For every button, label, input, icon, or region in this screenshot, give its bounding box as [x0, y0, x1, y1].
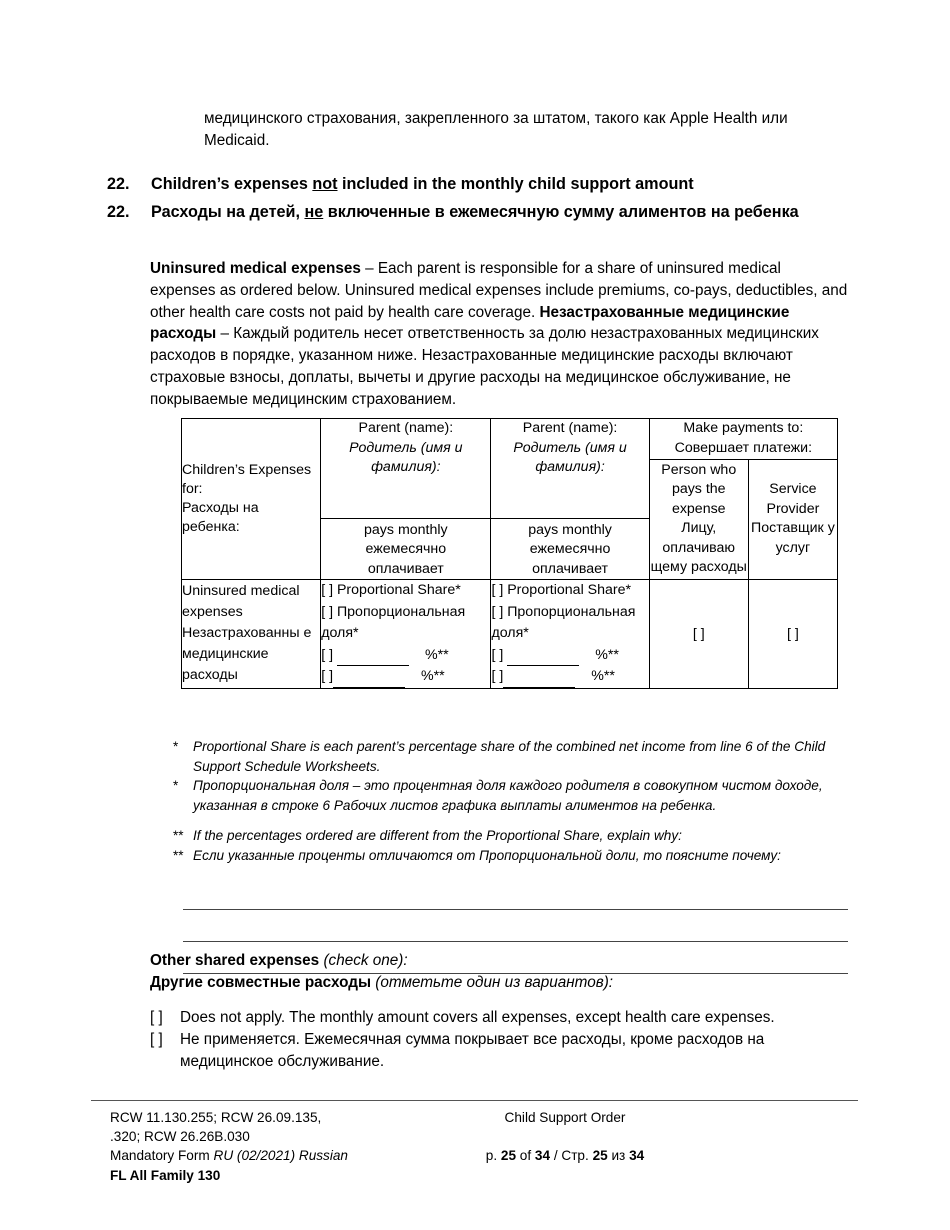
intro-en-bold-label: Uninsured medical expenses — [150, 260, 361, 277]
row-expense-name-en: Uninsured medical expenses — [182, 583, 300, 621]
intro-ru-text: – Каждый родитель несет ответственность за долю незастрахованных медицинских расходов в порядке, указанном ниже. Незастрахованные медицинские расходы включают страховые взносы, доплаты, вычеты и другие расходы на медицинское обслуживание, не покрываемые медицинским страхованием. — [150, 325, 819, 408]
row-person-pays-checkbox[interactable]: [ ] — [649, 580, 748, 689]
footer-rcw-line2: .320; RCW 26.26B.030 — [110, 1129, 250, 1145]
footer-page-en-num: 25 — [500, 1148, 517, 1164]
parent1-percent-input-ru[interactable] — [333, 674, 405, 688]
uninsured-medical-intro — [150, 258, 850, 411]
other-option-en-label: Does not apply. The monthly amount covers all expenses, except health care expenses. — [180, 1009, 775, 1026]
header-service-provider-en: Service Provider — [766, 481, 820, 517]
other-options-list — [150, 1007, 860, 1073]
other-option-ru-checkbox[interactable]: [ ] — [150, 1031, 163, 1048]
parent2-proportional-share-checkbox-ru[interactable]: [ ] Пропорциональная доля* — [491, 603, 636, 641]
header-parent1-pays-ru1: ежемесячно — [365, 541, 447, 557]
footnote-star-en — [173, 737, 863, 776]
footnote-dstar-text-ru: Если указанные проценты отличаются от Пропорциональной доли, то поясните почему: — [193, 847, 781, 863]
footnote-star-ru — [173, 776, 863, 815]
footnote-star-mark-ru: * — [173, 778, 179, 793]
header-person-who-pays — [649, 459, 748, 579]
footer-left-column — [110, 1108, 410, 1185]
footer-page-ru-of: из — [607, 1148, 630, 1164]
footer-page-numbers — [415, 1146, 715, 1165]
header-children-expenses-ru: Расходы на ребенка: — [182, 500, 259, 535]
table-header-row-top — [182, 419, 838, 460]
heading-en-part2: included in the monthly child support amount — [337, 175, 694, 193]
footer-page-en-total: 34 — [534, 1148, 551, 1164]
header-person-pays-ru: Лицу, оплачиваю щему расходы — [650, 520, 747, 576]
other-option-ru[interactable] — [150, 1029, 860, 1073]
header-parent1-pays-ru2: оплачивает — [367, 560, 444, 577]
other-shared-expenses-title-ru — [150, 972, 860, 994]
parent2-name-writein-line[interactable] — [491, 478, 648, 519]
row-expense-name — [182, 580, 321, 689]
footnote-dstar-mark-ru: ** — [173, 847, 184, 863]
parent2-percent-row-en[interactable] — [491, 645, 648, 667]
footer-page-en-prefix: p. — [485, 1148, 501, 1164]
section-number-ru: 22. — [107, 203, 130, 221]
footer-mandatory-form — [110, 1146, 410, 1165]
heading-en-underlined: not — [312, 175, 338, 193]
header-parent-1 — [321, 419, 491, 580]
header-service-provider-ru: Поставщик у услуг — [751, 520, 835, 556]
header-parent-2 — [491, 419, 649, 580]
parent1-proportional-share-checkbox-ru[interactable]: [ ] Пропорциональная доля* — [321, 603, 466, 641]
row-service-provider-checkbox[interactable]: [ ] — [748, 580, 837, 689]
footer-doc-title: Child Support Order — [504, 1110, 626, 1125]
header-make-payments-to — [649, 419, 837, 460]
footnote-star-text-en: Proportional Share is each parent’s percentage share of the combined net income from line 6 of the Child Support Schedule Worksheets. — [193, 739, 826, 774]
heading-en-part1: Children’s expenses — [151, 175, 313, 193]
other-title-en-ital: (check one): — [319, 952, 408, 969]
footer-form-code: FL All Family 130 — [110, 1167, 221, 1183]
header-parent2-pays-ru1: ежемесячно — [529, 541, 611, 557]
header-children-expenses — [182, 419, 321, 580]
header-make-payments-ru: Совершает платежи: — [674, 439, 813, 456]
header-parent1-en: Parent (name): — [358, 420, 454, 436]
parent2-proportional-share-checkbox-en[interactable]: [ ] Proportional Share* — [491, 582, 632, 598]
parent1-percent-checkbox-ru[interactable]: [ ] — [321, 668, 334, 684]
other-option-en-checkbox[interactable]: [ ] — [150, 1009, 163, 1026]
header-parent1-ru: Родитель (имя и фамилия): — [349, 439, 463, 475]
parent2-percent-checkbox-ru[interactable]: [ ] — [491, 668, 504, 684]
parent1-percent-checkbox-en[interactable]: [ ] — [321, 646, 334, 663]
header-person-pays-en: Person who pays the expense — [661, 461, 737, 517]
other-title-en-bold: Other shared expenses — [150, 952, 320, 969]
header-parent2-pays-ru2: оплачивает — [532, 560, 609, 577]
table-footnotes — [173, 737, 863, 865]
parent2-percent-input-en[interactable] — [507, 652, 579, 666]
row-parent2-options — [491, 580, 649, 689]
footer-page-ru-num: 25 — [592, 1148, 608, 1164]
parent1-percent-row-en[interactable] — [321, 645, 490, 667]
heading-ru-part2: включенные в ежемесячную сумму алиментов на ребенка — [323, 203, 799, 221]
footer-page-ru-prefix: Стр. — [561, 1148, 593, 1164]
other-title-ru-bold: Другие совместные расходы — [150, 974, 372, 991]
parent1-proportional-share-checkbox-en[interactable]: [ ] Proportional Share* — [321, 582, 461, 598]
parent2-percent-checkbox-en[interactable]: [ ] — [491, 646, 504, 663]
row-parent1-options — [321, 580, 491, 689]
heading-ru-underlined: не — [304, 203, 324, 221]
writein-line-1[interactable] — [183, 878, 848, 910]
writein-line-2[interactable] — [183, 910, 848, 942]
continued-paragraph: медицинского страхования, закрепленного за штатом, такого как Apple Health или Medicaid. — [204, 110, 788, 149]
heading-ru-part1: Расходы на детей, — [151, 203, 305, 221]
parent2-percent-suffix-ru: %** — [591, 668, 615, 684]
intro-ru-bold-label: Незастрахованные медицинские расходы — [150, 303, 790, 343]
table-row — [182, 580, 838, 689]
section-22-heading-en — [107, 172, 847, 196]
footer-right-column — [415, 1108, 715, 1166]
header-make-payments-en: Make payments to: — [683, 420, 804, 437]
footer-page-en-of: of — [516, 1148, 535, 1164]
parent1-name-writein-line[interactable] — [321, 478, 490, 519]
footer-page-ru-total: 34 — [629, 1148, 645, 1164]
intro-en-text: – Each parent is responsible for a share of uninsured medical expenses as ordered below. Uninsured medical expenses include premiums, co-pays, deductibles, and other health care costs not paid by health care coverage. — [150, 260, 848, 321]
section-heading-en-text — [151, 172, 847, 196]
footer-page-sep: / — [550, 1148, 562, 1164]
footnote-dstar-text-en: If the percentages ordered are different from the Proportional Share, explain why: — [193, 828, 682, 843]
footnote-star-text-ru: Пропорциональная доля – это процентная доля каждого родителя в совокупном чистом доходе, указанная в строке 6 Рабочих листов графика выплаты алиментов на ребенка. — [193, 778, 823, 813]
footnote-dstar-ru — [173, 846, 863, 866]
section-heading-ru-text — [151, 200, 847, 224]
footer-rcw-line1: RCW 11.130.255; RCW 26.09.135, — [110, 1110, 322, 1125]
other-option-en[interactable] — [150, 1007, 860, 1029]
footnote-spacer — [173, 815, 863, 826]
parent2-percent-input-ru[interactable] — [503, 674, 575, 688]
other-shared-expenses-title-en — [150, 950, 860, 972]
other-title-ru-ital: (отметьте один из вариантов): — [371, 974, 614, 991]
footer-mandatory-ital: RU (02/2021) Russian — [213, 1148, 348, 1164]
header-parent2-en: Parent (name): — [522, 420, 618, 436]
parent2-percent-suffix-en: %** — [595, 646, 619, 663]
footer-divider — [91, 1100, 858, 1101]
header-parent2-ru: Родитель (имя и фамилия): — [513, 439, 627, 475]
footer-mandatory-prefix: Mandatory Form — [110, 1148, 214, 1164]
parent2-percent-row-ru[interactable] — [491, 666, 648, 688]
row-expense-name-ru: Незастрахованны е медицинские расходы — [182, 625, 312, 684]
footnote-dstar-en — [173, 826, 863, 846]
section-22-heading-ru — [107, 200, 847, 224]
footnote-star-mark-en: * — [173, 739, 179, 754]
footnote-dstar-mark-en: ** — [173, 828, 184, 843]
parent1-percent-row-ru[interactable] — [321, 666, 490, 688]
other-option-ru-label: Не применяется. Ежемесячная сумма покрывает все расходы, кроме расходов на медицинское обслуживание. — [180, 1031, 765, 1070]
header-service-provider — [748, 459, 837, 579]
parent1-percent-input-en[interactable] — [337, 652, 409, 666]
header-children-expenses-en: Children’s Expenses for: — [182, 462, 312, 497]
parent1-percent-suffix-ru: %** — [421, 668, 445, 684]
parent1-percent-suffix-en: %** — [425, 646, 449, 663]
header-parent2-pays-en: pays monthly — [528, 521, 612, 538]
header-parent1-pays-en: pays monthly — [364, 521, 448, 538]
childrens-expenses-table — [181, 418, 838, 689]
section-number-en: 22. — [107, 175, 130, 193]
other-shared-expenses-section — [150, 950, 860, 1073]
